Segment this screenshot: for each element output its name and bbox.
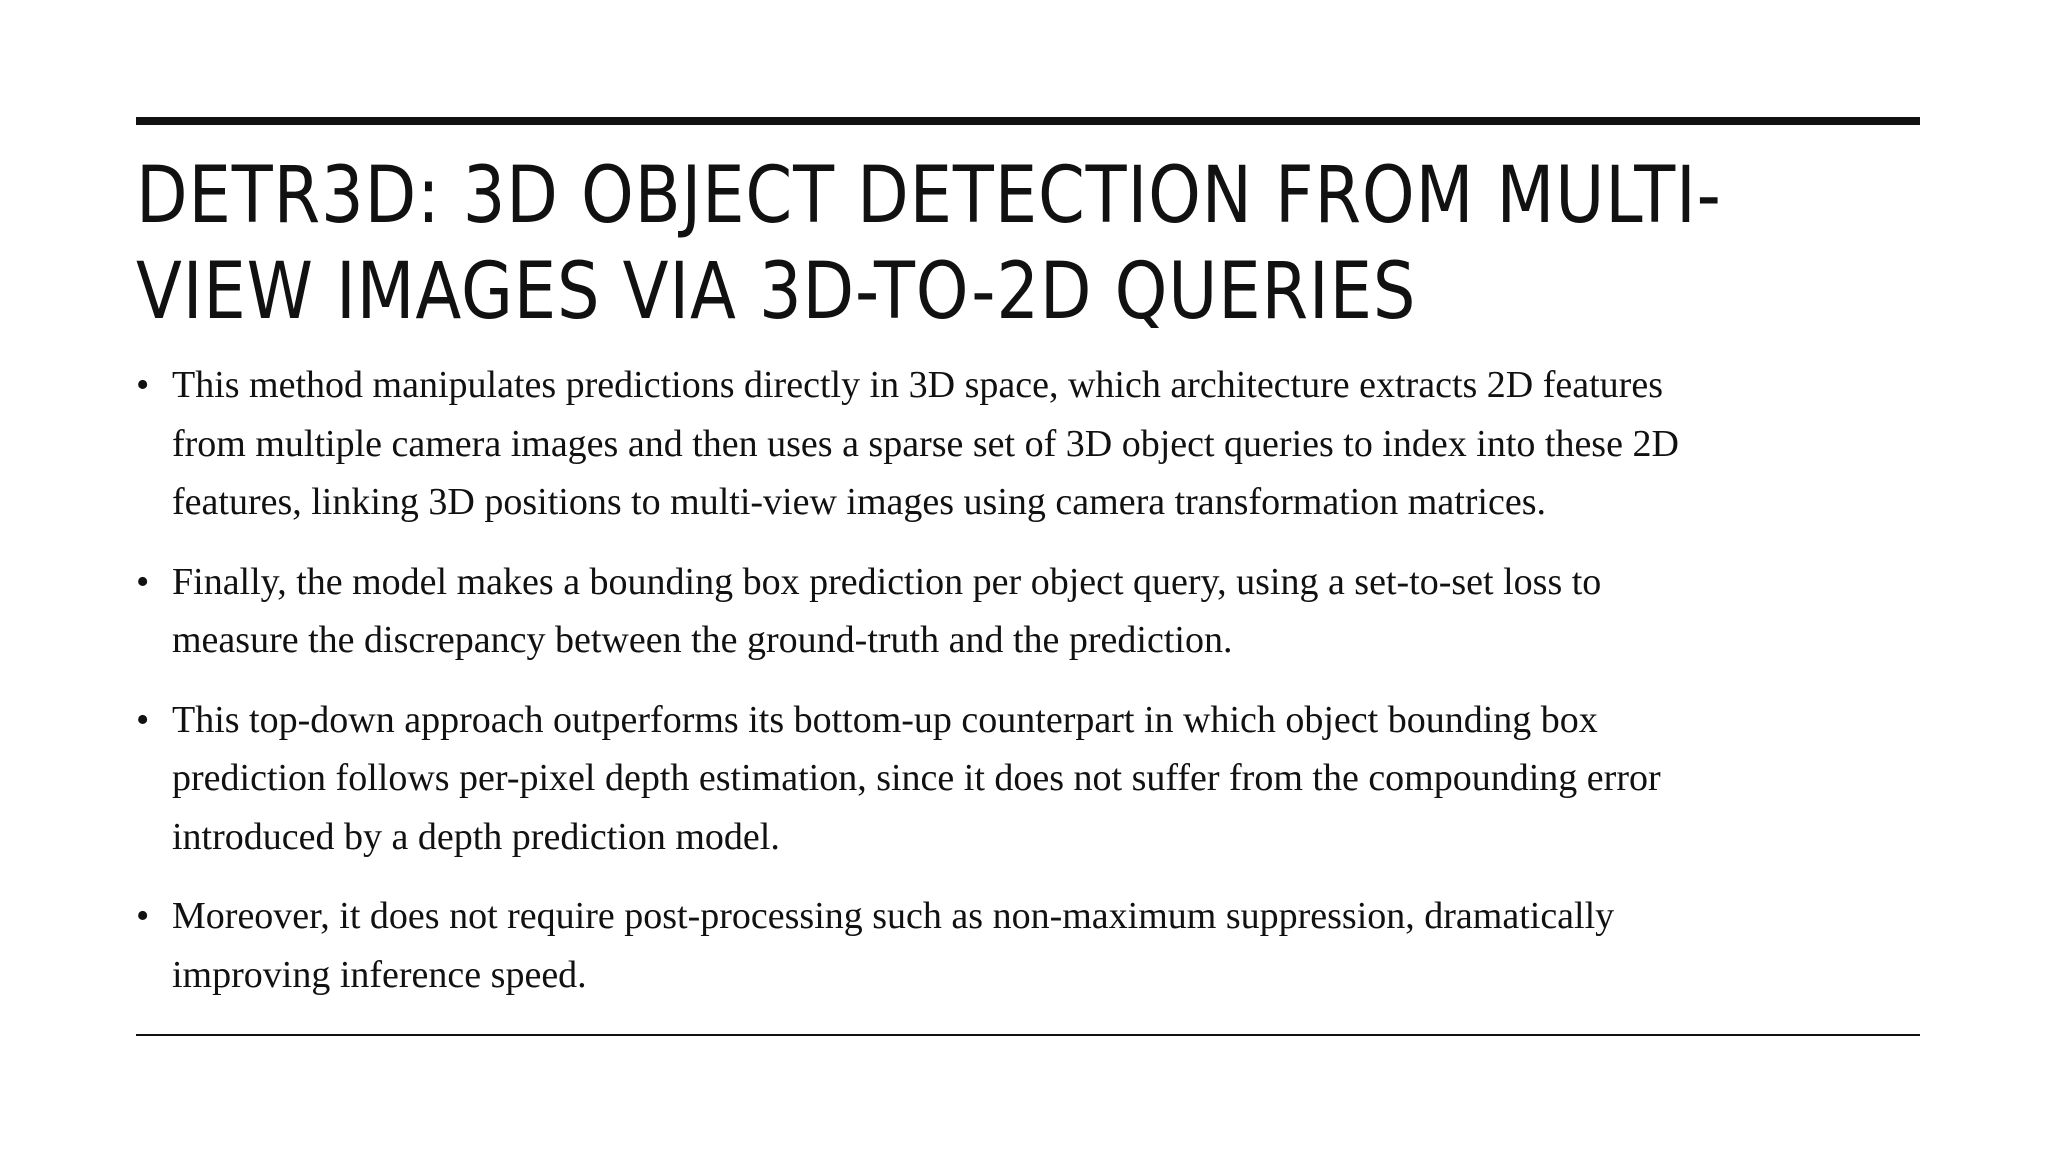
bullet-line: This top-down approach outperforms its bottom-up counterpart in which object bounding box — [172, 698, 1598, 741]
bullet-item — [136, 356, 1920, 532]
bullet-marker: • — [136, 698, 150, 741]
bullet-line: prediction follows per-pixel depth estimation, since it does not suffer from the compounding error — [172, 757, 1661, 799]
bullet-line: measure the discrepancy between the ground-truth and the prediction. — [172, 619, 1233, 661]
bullet-text — [172, 895, 1614, 996]
bullet-line: from multiple camera images and then uses a sparse set of 3D object queries to index into these 2D — [172, 422, 1679, 465]
bullet-line: This method manipulates predictions directly in 3D space, which architecture extracts 2D features — [172, 364, 1663, 406]
bullet-text — [172, 561, 1601, 662]
bullet-text — [172, 364, 1679, 523]
bullet-item — [136, 887, 1920, 1004]
bullet-marker: • — [136, 895, 150, 937]
title-line: VIEW IMAGES VIA 3D-TO-2D QUERIES — [136, 247, 1417, 337]
bullet-line: improving inference speed. — [172, 953, 587, 996]
bullet-line: features, linking 3D positions to multi-view images using camera transformation matrices. — [172, 481, 1547, 523]
top-rule — [136, 117, 1920, 125]
bullet-line: Moreover, it does not require post-processing such as non-maximum suppression, dramatically — [172, 895, 1615, 937]
bullet-list — [136, 356, 1920, 1025]
title-line: DETR3D: 3D OBJECT DETECTION FROM MULTI- — [136, 151, 1722, 241]
bottom-rule — [136, 1034, 1920, 1036]
bullet-item — [136, 691, 1920, 867]
bullet-marker: • — [136, 364, 150, 406]
bullet-line: introduced by a depth prediction model. — [172, 815, 780, 858]
slide-title — [136, 148, 1722, 340]
bullet-marker: • — [136, 560, 150, 603]
bullet-text — [172, 699, 1661, 858]
bullet-item — [136, 553, 1920, 670]
bullet-line: Finally, the model makes a bounding box prediction per object query, using a set-to-set loss to — [172, 560, 1602, 603]
